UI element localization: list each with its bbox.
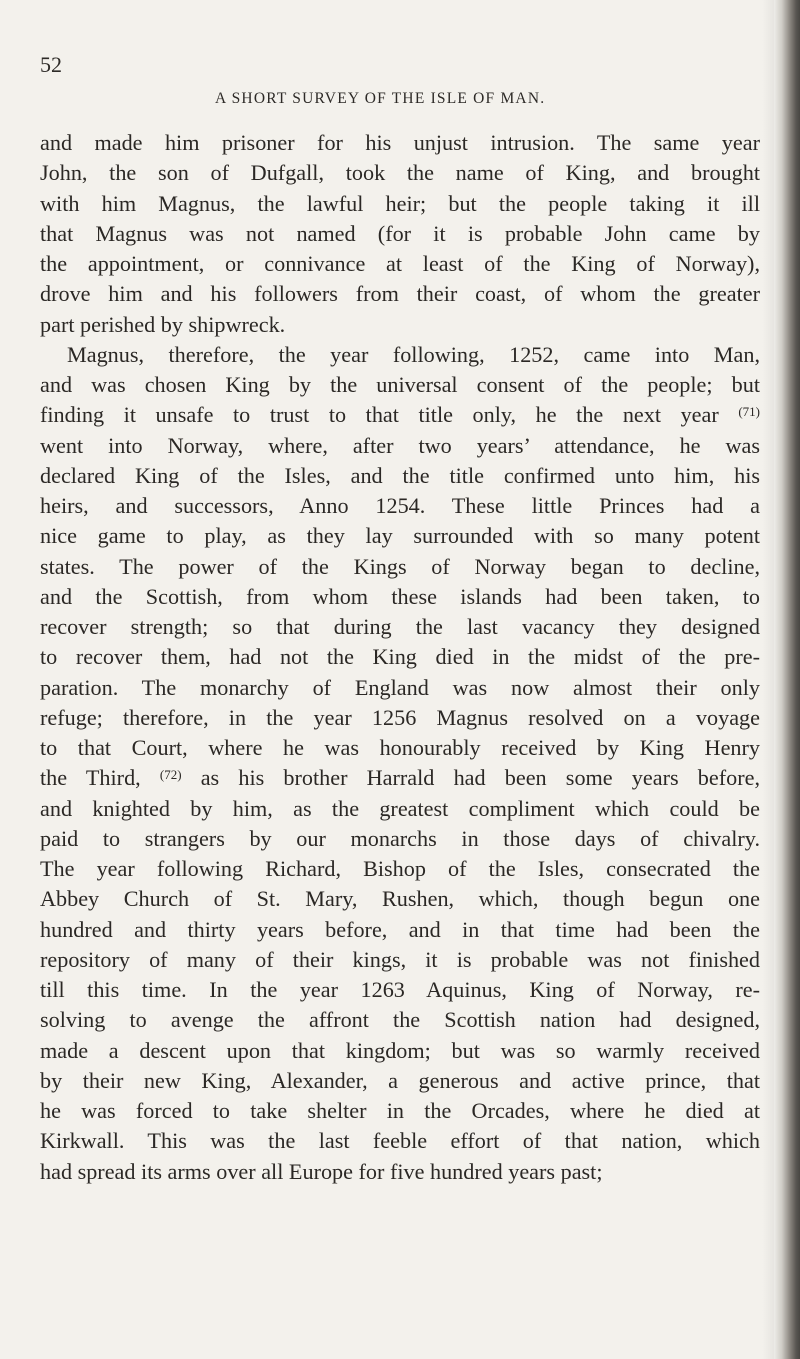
running-head: A SHORT SURVEY OF THE ISLE OF MAN. [215, 90, 546, 107]
text-line: solving to avenge the affront the Scottish nation had designed, [40, 1007, 760, 1033]
text-line: and made him prisoner for his unjust intrusion. The same year [40, 130, 760, 155]
text-line: he was forced to take shelter in the Orcades, where he died at [40, 1098, 760, 1123]
text-line: had spread its arms over all Europe for five hundred years past; [40, 1158, 603, 1184]
text-line: heirs, and successors, Anno 1254. These little Princes had a [40, 493, 760, 518]
text-line: recover strength; so that during the last vacancy they designed [40, 614, 760, 639]
text-line: till this time. In the year 1263 Aquinus, King of Norway, re- [40, 977, 760, 1002]
footnote-ref: (71) [738, 404, 760, 420]
text-line: to recover them, had not the King died in the midst of the pre- [40, 644, 760, 670]
text-line: hundred and thirty years before, and in that time had been the [40, 916, 760, 942]
text-segment: the Third, [40, 765, 160, 791]
text-line: The year following Richard, Bishop of the Isles, consecrated the [40, 856, 760, 881]
text-line: made a descent upon that kingdom; but was so warmly received [40, 1037, 760, 1063]
text-line: by their new King, Alexander, a generous and active prince, that [40, 1067, 760, 1093]
text-line: repository of many of their kings, it is probable was not finished [40, 946, 760, 972]
text-segment: finding it unsafe to trust to that title only, he the next year [40, 402, 739, 428]
text-line: the appointment, or connivance at least of the King of Norway), [40, 251, 760, 276]
text-line: and knighted by him, as the greatest compliment which could be [40, 795, 760, 821]
text-line: that Magnus was not named (for it is probable John came by [40, 220, 760, 246]
text-line: Kirkwall. This was the last feeble effort of that nation, which [40, 1128, 760, 1154]
text-line [40, 400, 760, 430]
text-segment: as his brother Harrald had been some years before, [181, 765, 760, 791]
text-line: part perished by shipwreck. [40, 311, 286, 337]
text-line: paration. The monarchy of England was now almost their only [40, 674, 760, 700]
text-line: Magnus, therefore, the year following, 1252, came into Man, [67, 341, 760, 367]
body-text [40, 128, 760, 1187]
text-line: Abbey Church of St. Mary, Rushen, which, though begun one [40, 886, 760, 912]
text-line: declared King of the Isles, and the title confirmed unto him, his [40, 462, 760, 488]
text-line: went into Norway, where, after two years’ attendance, he was [40, 432, 760, 458]
text-line: nice game to play, as they lay surrounded with so many potent [40, 523, 760, 549]
text-line: to that Court, where he was honourably received by King Henry [40, 735, 760, 760]
text-line: and was chosen King by the universal consent of the people; but [40, 372, 760, 397]
text-line: drove him and his followers from their coast, of whom the greater [40, 281, 760, 307]
footnote-ref: (72) [159, 767, 182, 783]
text-line: and the Scottish, from whom these islands had been taken, to [40, 583, 760, 609]
text-line [40, 763, 760, 793]
text-line: with him Magnus, the lawful heir; but the people taking it ill [40, 190, 760, 216]
text-line: paid to strangers by our monarchs in those days of chivalry. [40, 825, 760, 851]
text-line: refuge; therefore, in the year 1256 Magnus resolved on a voyage [40, 704, 760, 730]
page-number: 52 [40, 52, 62, 77]
text-line: John, the son of Dufgall, took the name of King, and brought [40, 160, 760, 186]
page-edge [774, 0, 800, 1359]
text-line: states. The power of the Kings of Norway began to decline, [40, 553, 760, 579]
page-edge-shadow [762, 0, 774, 1359]
